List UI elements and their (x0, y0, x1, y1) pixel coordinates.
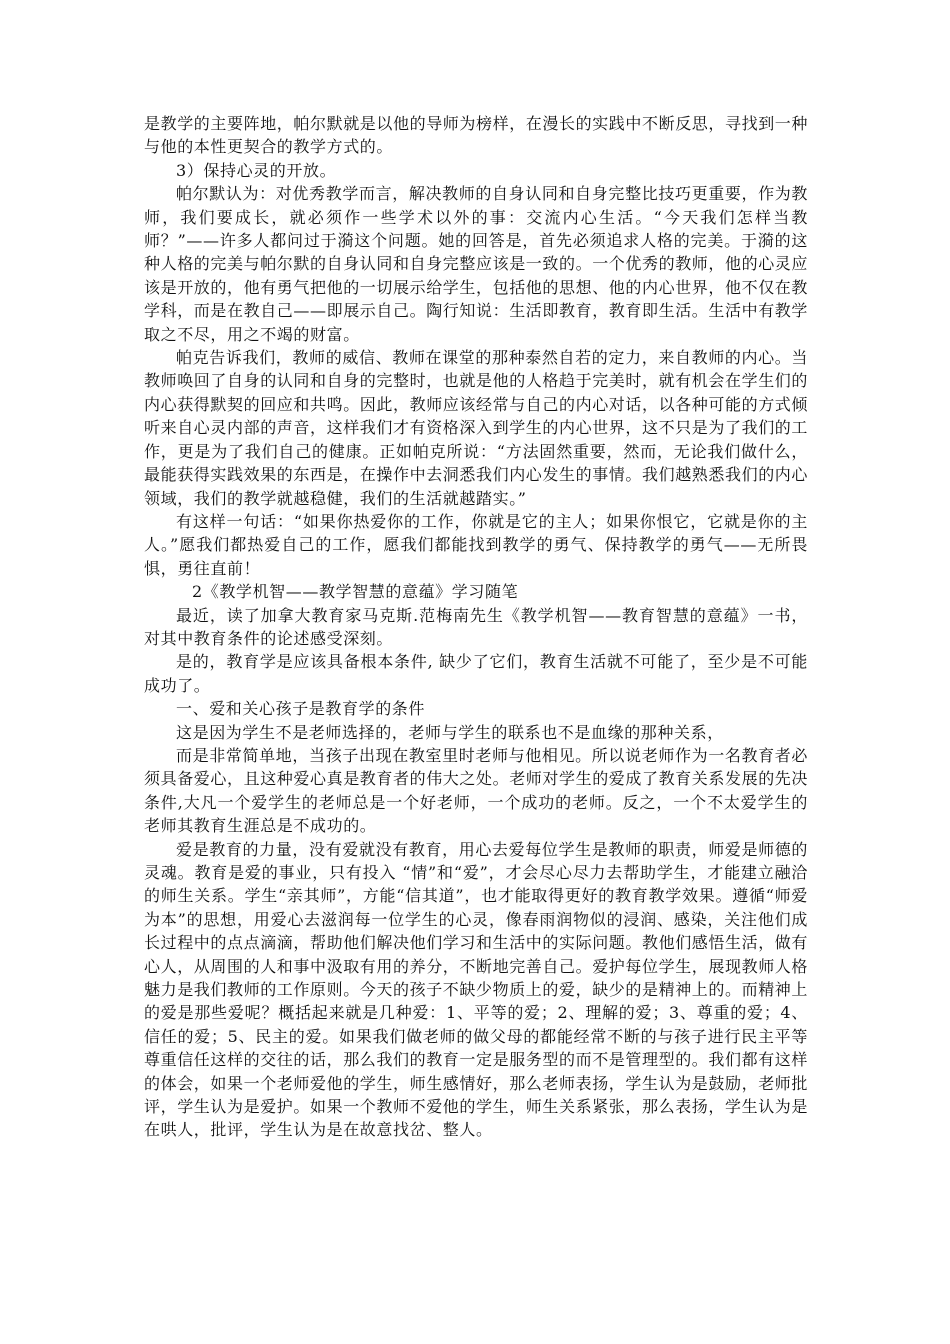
paragraph-7: 最近，读了加拿大教育家马克斯.范梅南先生《教学机智——教育智慧的意蕴》一书，对其中教育条件的论述感受深刻。 (144, 605, 808, 648)
subsection-heading: 一、爱和关心孩子是教育学的条件 (176, 699, 426, 719)
paragraph-3: 帕尔默认为：对优秀教学而言，解决教师的自身认同和自身完整比技巧更重要，作为教师，我们要成长，就必须作一些学术以外的事：交流内心生活。“今天我们怎样当教师？”——许多人都问过于漪这个问题。她的回答是，首先必须追求人格的完美。于漪的这种人格的完美与帕尔默的自身认同和自身完整应该是一致的。一个优秀的教师，他的心灵应该是开放的，他有勇气把他的一切展示给学生，包括他的思想、他的内心世界，他不仅在教学科，而是在教自己——即展示自己。陶行知说：生活即教育，教育即生活。生活中有教学取之不尽，用之不竭的财富。 (144, 184, 809, 344)
paragraph-4: 帕克告诉我们，教师的威信、教师在课堂的那种泰然自若的定力，来自教师的内心。当教师唤回了自身的认同和自身的完整时，也就是他的人格趋于完美时，就有机会在学生们的内心获得默契的回应和共鸣。因此，教师应该经常与自己的内心对话，以各种可能的方式倾听来自心灵内部的声音，这样我们才有资格深入到学生的内心世界，这不只是为了我们的工作，更是为了我们自己的健康。正如帕克所说：“方法固然重要，然而，无论我们做什么，最能获得实践效果的东西是，在操作中去洞悉我们内心发生的事情。我们越熟悉我们的内心领域，我们的教学就越稳健，我们的生活就越踏实。” (144, 348, 809, 508)
section-heading: 2《教学机智——教学智慧的意蕴》学习随笔 (192, 582, 519, 602)
paragraph-8: 是的，教育学是应该具备根本条件, 缺少了它们，教育生活就不可能了，至少是不可能成功了。 (144, 652, 808, 695)
paragraph-2: 3）保持心灵的开放。 (176, 160, 337, 180)
paragraph-10: 这是因为学生不是老师选择的，老师与学生的联系也不是血缘的那种关系， (176, 722, 724, 742)
paragraph-5: 有这样一句话：“如果你热爱你的工作，你就是它的主人；如果你恨它，它就是你的主人。”愿我们都热爱自己的工作，愿我们都能找到教学的勇气、保持教学的勇气——无所畏惧，勇往直前！ (144, 511, 808, 578)
document-page (144, 112, 808, 1142)
paragraph-11: 而是非常简单地，当孩子出现在教室里时老师与他相见。所以说老师作为一名教育者必须具备爱心，且这种爱心真是教育者的伟大之处。老师对学生的爱成了教育关系发展的先决条件,大凡一个爱学生的老师总是一个好老师，一个成功的老师。反之，一个不太爱学生的老师其教育生涯总是不成功的。 (144, 745, 809, 836)
paragraph-1: 是教学的主要阵地，帕尔默就是以他的导师为榜样，在漫长的实践中不断反思，寻找到一种与他的本性更契合的教学方式的。 (144, 114, 809, 157)
paragraph-12: 爱是教育的力量，没有爱就没有教育，用心去爱每位学生是教师的职责，师爱是师德的灵魂。教育是爱的事业，只有投入 “情”和“爱”，才会尽心尽力去帮助学生，才能建立融洽的师生关系。学生“亲其师”，方能“信其道”，也才能取得更好的教育教学效果。遵循“师爱为本”的思想，用爱心去滋润每一位学生的心灵，像春雨润物似的浸润、感染，关注他们成长过程中的点点滴滴，帮助他们解决他们学习和生活中的实际问题。教他们感悟生活，做有心人，从周围的人和事中汲取有用的养分，不断地完善自己。爱护每位学生，展现教师人格魅力是我们教师的工作原则。今天的孩子不缺少物质上的爱，缺少的是精神上的。而精神上的爱是那些爱呢？概括起来就是几种爱：1、平等的爱；2、理解的爱；3、尊重的爱；4、信任的爱；5、民主的爱。如果我们做老师的做父母的都能经常不断的与孩子进行民主平等尊重信任这样的交往的话，那么我们的教育一定是服务型的而不是管理型的。我们都有这样的体会，如果一个老师爱他的学生，师生感情好，那么老师表扬，学生认为是鼓励，老师批评，学生认为是爱护。如果一个教师不爱他的学生，师生关系紧张，那么表扬，学生认为是在哄人，批评，学生认为是在故意找岔、整人。 (144, 839, 809, 1140)
